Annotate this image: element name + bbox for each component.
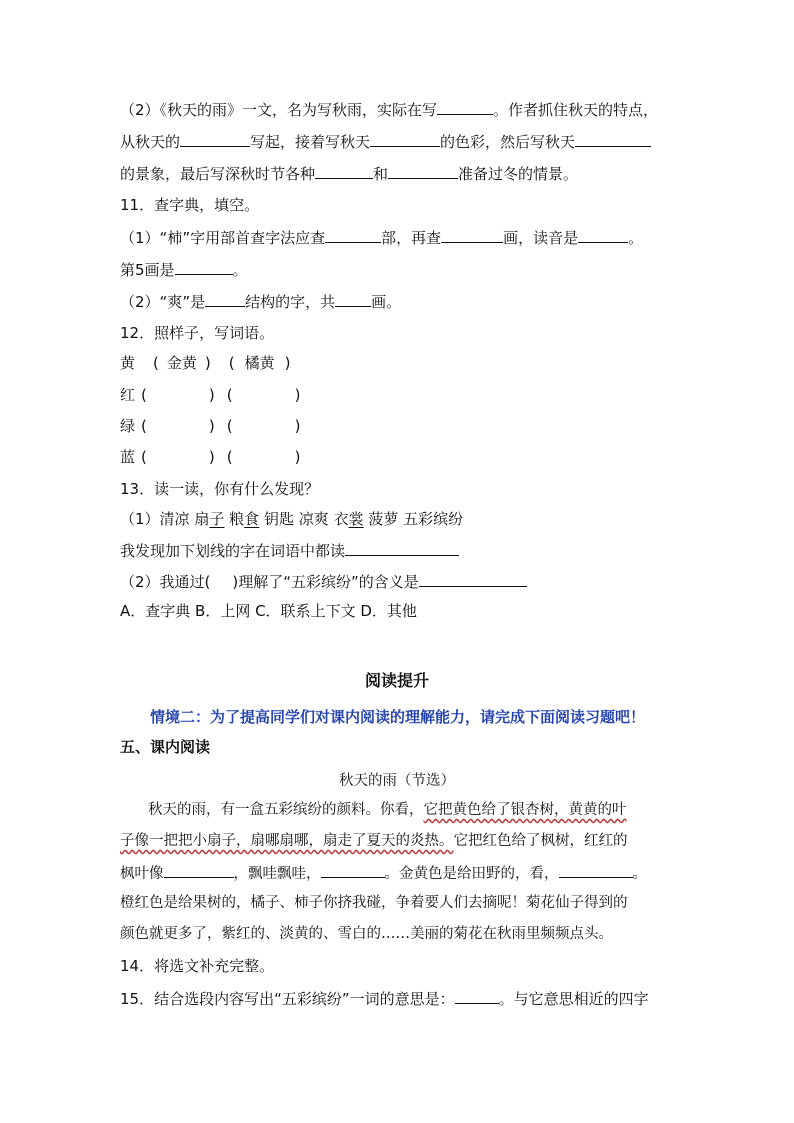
q11-text: 结构的字，共 [245,293,336,311]
q11-text: （1）“柿”字用部首查字法应查 [120,229,326,247]
q10-2-line3 [120,163,578,184]
answer-blank[interactable] [321,862,385,878]
answer-blank[interactable] [345,540,459,556]
underlined-char: 食 [244,510,260,528]
answer-blank[interactable] [559,862,633,878]
q10-2-text: 和 [373,165,389,183]
q11-text: 画。 [371,293,402,311]
q10-2-text: 准备过冬的情景。 [458,165,579,183]
q13-text: )理解了“五彩缤纷”的含义是 [232,573,419,591]
q13-text: （2）我通过( [120,573,211,591]
example-char: 黄 [120,354,136,372]
q15-text: 15．结合选段内容写出“五彩缤纷”一词的意思是： [120,990,455,1008]
underlined-char: 裳 [348,510,364,528]
q13-options: A．查字典 B．上网 C．联系上下文 D．其他 [120,602,417,620]
q12-row: 红 ( ) ( ) [120,386,301,404]
passage-text: 枫叶像 [120,866,164,882]
example-word: 橘黄 [244,354,275,372]
q13-find [120,540,459,561]
q10-2-text: （2）《秋天的雨》一文，名为写秋雨，实际在写 [120,101,438,119]
q13-text: 我发现加下划线的字在词语中都读 [120,542,346,560]
passage-line: 橙红色是给果树的，橘子、柿子你挤我碰，争着要人们去摘呢！菊花仙子得到的 [120,895,628,911]
q12-row: 蓝 ( ) ( ) [120,448,301,466]
passage-title: 秋天的雨（节选） [339,773,455,789]
passage-text: ，飘哇飘哇， [233,866,321,882]
q11-part2 [120,291,401,312]
part-five-title: 五、课内阅读 [120,738,211,756]
q10-2-text: 从秋天的 [120,133,181,151]
q10-2-text: 的景象，最后写深秋时节各种 [120,165,316,183]
q12-title: 12．照样子，写词语。 [120,324,275,342]
q11-text: 第5画是 [120,261,175,279]
underlined-char: 子 [209,510,225,528]
q13-part2 [120,571,527,592]
q10-2-text: 。作者抓住秋天的特点， [493,101,659,119]
answer-blank[interactable] [175,259,233,275]
q10-2-text: 的色彩，然后写秋天 [440,133,576,151]
q11-title: 11．查字典，填空。 [120,196,260,214]
word: 钥匙 [263,510,294,528]
word: 清凉 [159,510,190,528]
scenario-text: 情境二：为了提高同学们对课内阅读的理解能力，请完成下面阅读习题吧！ [150,708,646,726]
word: 衣 [333,510,349,528]
passage-text: 它把红色给了枫树，红红的 [453,833,628,849]
answer-blank[interactable] [335,291,371,307]
q11-text: 部，再查 [381,229,442,247]
q14-title: 14．将选文补充完整。 [120,957,275,975]
answer-blank[interactable] [455,988,499,1004]
answer-blank[interactable] [575,131,651,147]
q10-2-text: 写起，接着写秋天 [250,133,371,151]
q12-row: 绿 ( ) ( ) [120,417,301,435]
q12-example: 黄 ( 金黄 ) ( 橘黄 ) [120,354,291,372]
answer-blank[interactable] [370,131,440,147]
q11-text: 画，读音是 [503,229,579,247]
passage-line [120,862,647,884]
q11-part1-cont [120,259,248,280]
q15-line [120,988,649,1009]
word: 凉爽 [298,510,329,528]
answer-blank[interactable] [388,163,458,179]
passage-line: 颜色就更多了，紫红的、淡黄的、雪白的……美丽的菊花在秋雨里频频点头。 [120,926,613,942]
word: 菠萝 [368,510,399,528]
q11-text: （2）“爽”是 [120,293,206,311]
answer-blank[interactable] [325,227,381,243]
wavy-underlined-text: 子像一把把小扇子，扇哪扇哪，扇走了夏天的炎热。 [120,833,454,849]
answer-blank[interactable] [164,862,234,878]
answer-blank[interactable] [180,131,250,147]
answer-blank[interactable] [205,291,245,307]
q13-text: （1） [120,510,160,528]
q15-text: 。与它意思相近的四字 [498,990,649,1008]
q10-2-line2 [120,131,651,152]
q11-text: 。 [232,261,248,279]
passage-text: 。 [632,866,647,882]
passage-line [148,800,627,820]
answer-blank[interactable] [419,571,527,587]
word: 扇 [194,510,210,528]
answer-blank[interactable] [315,163,373,179]
example-word: 金黄 [166,354,197,372]
word: 粮 [229,510,245,528]
passage-text: 。金黄色是给田野的，看， [384,866,559,882]
passage-text: 秋天的雨，有一盒五彩缤纷的颜料。你看， [148,802,424,818]
q10-2-line1 [120,99,658,120]
answer-blank[interactable] [578,227,628,243]
word: 五彩缤纷 [403,510,464,528]
q13-title: 13．读一读，你有什么发现？ [120,480,320,498]
answer-blank[interactable] [437,99,493,115]
answer-blank[interactable] [441,227,503,243]
q11-part1 [120,227,643,248]
q13-words [120,509,463,529]
q11-text: 。 [628,229,644,247]
wavy-underlined-text: 它把黄色给了银杏树，黄黄的叶 [423,802,627,818]
row-char: 红 [120,386,136,404]
row-char: 蓝 [120,448,136,466]
section-title: 阅读提升 [364,671,429,690]
passage-line [120,831,628,851]
row-char: 绿 [120,417,136,435]
